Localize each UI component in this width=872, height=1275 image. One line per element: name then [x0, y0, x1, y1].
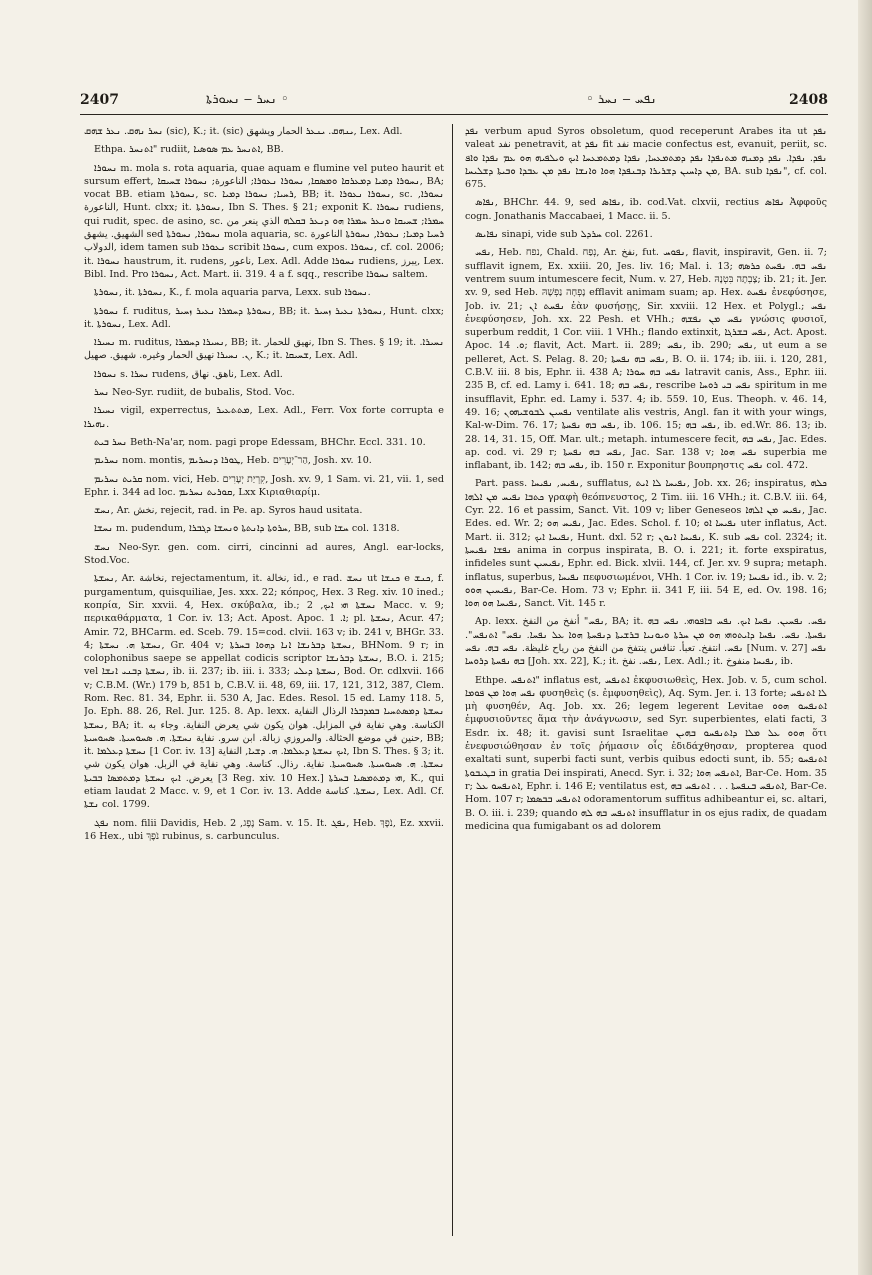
- dictionary-entry: ܢܦܚ, Heb. נפח, Chald. נְפַח, Ar. نفخ, fut. ܢܦܘܚ, flavit, inspiravit, Gen. ii. 7; sufflavit ignem, Ex. xxiii. 20, Jes. liv. 16; Mal. i. 13; ܢܦܚ ܒܗ. ܢܦܚܬ ܟܪܣܗ ventrem suum intumescere fecit, Num. v. 27, Heb. צָבְתָה בִּטְנָהּ; ib. 21; it. Jer. xv. 9, sed Heb. נָפְחָה נַפְשָׁהּ efflavit animam suam; ap. Hex. ܢܦܚܬ ἐνεφύσησε, Job. iv. 21; ܢܦܚܬ ܐܢ ἐὰν φυσήσῃς, Sir. xxviii. 12 Hex. et Polygl.; ܢܦܚ ἐνεφύσησεν, Joh. xx. 22 Pesh. et VHh.; ܢܦܚ ܡܢ ܢܦܫܗ γνώσις φυσιοῖ, superbum reddit, 1 Cor. viii. 1 VHh.; flando extinxit, ܢܦܚ ܒܫܪܓܐ, Act. Apost. Apoc. ܘ. 14; flavit, Act. Mart. ii. 289; ܢܦܚ, ib. 290; ܢܦܚ, ut eum a se pelleret, Act. S. Pelag. 8. 20; ܢܦܚ ܒܗ ܢܦܚܬܐ, B. O. ii. 174; ib. iii. i. 120, 281, C.B.V. iii. 8 bis, Ephr. ii. 438 A; ܢܦܚ ܒܗ ܚܘܪܐ latravit canis, Ass., Ephr. iii. 235 B, cf. ed. Lamy i. 641. 18; ܢܦܚ ܒܗ, rescribe ܢܦܚ ܒܝ ܪܘܚܐ spiritum in me insufflavit, Ephr. ed. Lamy i. 537. 4; ib. 559. 10, Eus. Theoph. v. 46. 14, 49. 16; ܢܦܚܝܢ ܠܒܘܫܝܗܘܢ ventilate alis vestris, Angl. fan it with your wings, Kal-w-Dim. 76. 17; ܢܦܚ ܒܗ ܢܦܚܬܐ, ib. 106. 15; ܢܦܚ ܒܗ, ib. ed.Wr. 86. 13; ib. 28. 14, 31. 15, Off. Mar. ult.; metaph. intumescere fecit, ܢܦܚ ܒܗ, Jac. Edes. ap. cod. vi. 29 r; ܢܦܚ ܒܗ ܢܦܚܬܐ, Jac. Sar. 138 v; ܢܦܚ ܗܘܐ superbia me inflabant, ib. 142; ܢܦܚ ܒܗ, ib. 150 r. Exponitur βουπρηστις ܢܦܚ col. 472.: [465, 247, 827, 472]
- dictionary-entry: ܢܚܪ ܢܗܩ. ܢܥܪ ܫܗܩ (sic), K.; it. (sic) ܝܢܗܩ. ܝܢܥܪ الحمار ويشهق, Lex. Adl.: [84, 126, 403, 137]
- dictionary-entry: ܢܚܘܪܬܐ, it. ܢܚܘܪܬܐ, K., f. mola aquaria parva, Lexx. sub ܢܚܘܪܐ.: [94, 287, 371, 299]
- dictionary-entry: ܢܚܪܝܡ nom. montis, ܛܘܪܐ ܕܢܚܪܝܡ, Heb. הַר־יְעָרִים, Josh. xv. 10.: [94, 455, 372, 467]
- dictionary-entry: ܢܚܘܪܐ s. ܢܚܪܐ rudens, ناهق. نهاق, Lex. Adl.: [94, 368, 283, 380]
- right-column: [465, 125, 827, 1235]
- dictionary-entry: ܢܚܝܪܐ vigil, experrectus, ܡܬܬܥܝܪ, Lex. Adl., Ferr. Vox forte corrupta e ܢܗܝܪܐ.: [84, 405, 444, 430]
- dictionary-entry: Part. pass. ܢܦܝܚ, ܢܦܝܚܐ, sufflatus, ܢܦܝܚܐ ܠܐ ܐܝܬ, Job. xx. 26; inspiratus, ܟܠܗ ܟܬܒܐ ܢܦܝܚ ܡܢ ܐܠܗܐ γραφὴ θεόπνευστος, 2 Tim. iii. 16 VHh.; it. C.B.V. iii. 64, Cyr. 22. 16 et passim, Sanct. Vit. 109 v; liber Geneseos ܢܦܝܚ ܡܢ ܐܠܗܐ, Jac. Edes. ed. Wr. 2; ܢܦܝܚ ܗܘ, Jac. Edes. Schol. f. 10; ܢܦܝܚܐ ܐܘ uter inflatus, Act. Mart. ii. 312; ܢܦܝܚܐ ܐܝܟ, Hunt. dxl. 52 r; ܢܦܝܚܐ ܐܢܘܢ, K. sub ܢܦܚ col. 2324; it. ܢܦܫܐ ܢܦܝܚܬܐ anima in corpus inspirata, B. O. i. 221; it. forte exspiratus, infideles sunt ܢܦܝܚܝܢ, Ephr. ed. Bick. xlvii. 144, cf. Jer. xv. 9 supra; metaph. inflatus, superbus, ܢܦܝܚܐ πεφυσιωμένοι, VHh. 1 Cor. iv. 19; ܢܦܝܚܐ id., ib. v. 2; ܢܦܝܚܝܢ ܗܘܘ, Bar-Ce. Hom. 73 v; Ephr. ii. 341 F, iii. 54 E, ed. Ov. 198. 16; ܢܦܝܚܐ ܗܘ ܗܘܐ, Sanct. Vit. 145 r.: [465, 478, 827, 610]
- page-header: [78, 92, 828, 114]
- page-edge-shadow: [858, 0, 872, 1275]
- dictionary-entry: ܩܪܝܬ ܢܚܪܝܡ nom. vici, Heb. קִרְיַת יְעָרִים, Josh. xv. 9, 1 Sam. vi. 21, vii. 1, sed Ephr. i. 344 ad loc. ܩܘܪܝܬ ܢܚܪܝܡ, Lxx Κιριαθιαρίμ.: [84, 473, 444, 498]
- dictionary-entry: ܢܚܪ Neo-Syr. rudiit, de bubalis, Stod. Voc.: [94, 387, 295, 399]
- running-head-right: ◦ ܢܦܚ ‒ ܢܚܪ: [586, 92, 657, 107]
- left-column: [84, 125, 444, 1235]
- header-rule: [80, 114, 828, 115]
- dictionary-entry: ܢܚܫ, Ar. نخش, rejecit, rad. in Pe. ap. Syros haud usitata.: [94, 505, 363, 517]
- dictionary-entry: ܢܦܐܝܣ sinapi, vide sub ܚܪܕܠ col. 2261.: [475, 229, 653, 241]
- dictionary-entry: ܢܚܫܐ m. pudendum, ܚܪܘܬܐ ܕܐܢܬܬܐ ܘܢܚܫܐ ܕܓܒܪܐ, BB, sub ܚܫܐ col. 1318.: [94, 523, 400, 535]
- dictionary-entry: Ethpe. ܐܬܢܦܚ" inflatus est, ܐܬܢܦܚ ἐκφυσιωθεὶς, Hex. Job. v. 5, cum schol. ܢܦܚ ܗܘܐ ܡܢ ܦܘܡܐ φυσηθεὶς (s. ἐμφυσηθεὶς), Aq. Sym. Jer. i. 13 forte; ܠܐ ܐܬܢܦܚ μὴ φυσηθέν, Aq. Job. xx. 26; legem legerent Levitae ܐܬܢܦܚܘ ܗܘܘ ἐμφυσιοῦντες ἅμα τὴν ἀνάγνωσιν, sed Syr. superbientes, elati facti, 3 Esdr. ix. 48; it. gavisi sunt Israelitae ܗܘܘ ܥܠ ܡܠܐ ܕܐܬܢܦܚܘ ܒܗܝܢ ὅτι ἐνεφυσιώθησαν ἐν τοῖς ῥήμασιν οἷς ἐδιδάχθησαν, propterea quod exaltati sunt, superbi facti sunt, verbis quibus edocti sunt, ib. 55; ܐܬܢܦܚܘ ܒܛܝܒܘܬܐ in gratia Dei inspirati, Anecd. Syr. i. 32; ܐܬܢܦܚ ܗܘܐ, Bar-Ce. Hom. 35 r; ܐܬܢܦܚܘ ܥܠ, Ephr. i. 146 E; ventilatus est, ܐܬܢܦܚ ܒܢܦܚܬܐ . . . ܐܬܢܦܚ ܒܗ, Bar-Ce. Hom. 107 r; ܐܬܢܦܚ ܒܒܣܡܐ odoramentorum suffitus adhibeantur ei, sc. altari, B. O. iii. i. 239; quando ܐܬܢܦܚ ܒܗ ܠܗ insufflatur in os ejus radix, de quadam medicina qua fumigabant os ad dolorem: [465, 674, 827, 832]
- dictionary-entry: ܢܚܘܪܬܐ f. ruditus, ܢܚܘܪܬܐ ܕܚܡܪܐ ܢܥܝܪ ܙܚܝܪ, BB; it. ܢܚܘܪܬܐ ܢܥܝܪ ܙܚܝܪ, Hunt. clxx; it. ܢܚܘܪܬܐ, Lex. Adl.: [84, 305, 444, 330]
- dictionary-entry: ܢܚܘܪܐ m. mola s. rota aquaria, quae aquam e flumine vel puteo haurit et sursum effert, ܢܚܘܪܐ ܕܡܝܐ ܕܡܥܪܩܐ ܘܡܣܩܐ, ܢܚܘܪܐ ܢܥܘܪܐ; الناعورة; ܢܚܘܪܐ ܫܚܝܩܐ, BA; vocat BB. etiam ܢܚܘܪܬܐ, sc. ܪܚܝܐ; ܢܚܘܪܐ ܕܡܝܐ, BB; it. ܢܚܘܪܐ ܢܥܘܪܐ, sc. ܢܚܘܪܐ, الناعورة, Hunt. clxx; it. ܢܚܘܪܬܐ, Ibn S. Thes. § 21; exponit K. ܢܚܘܪܐ rudiens, qui rudit, spec. de asino, sc. ܚܡܪܐ; ܫܚܝܩܐ ܘܢܥܪ ܚܡܪܐ ܗܘ ܕܢܥܪ ܒܩܠܗ الذي ينعر من الشهيق. يشهق sed ܢܚܘܪܐ, ܢܚܘܪܬܐ mola aquaria, sc. ܪܚܝܐ ܕܡܝܐ; ܢܥܘܪܐ, ܢܚܘܪܬܐ الناعورة الدولاب, idem tamen sub ܢܥܘܪܐ scribit ܢܚܘܪܐ, cum expos. ܢܚܘܪܐ, cf. col. 2006; it. ܢܚܘܪܐ haustrum, it. rudens, ناعور, Lex. Adl. Adde ܢܚܘܪܐ rudiens, يبرز, Lex. Bibl. Ind. Pro ܢܚܘܪܐ, Act. Mart. ii. 319. 4 a f. sqq., rescribe ܢܚܘܪܐ saltem.: [84, 162, 444, 280]
- running-head-left: ܢܚܪ ‒ ܢܚܘܪܬܐ ◦: [206, 92, 289, 107]
- page-number-left: 2407: [80, 92, 119, 108]
- dictionary-entry: ܢܦܐܣ, BHChr. 44. 9, sed ܢܦܐܣ, ib. cod.Vat. clxvii, rectius ܢܦܐܣ Ἀφφοῦς cogn. Jonathanis Maccabaei, 1 Macc. ii. 5.: [465, 197, 827, 222]
- dictionary-entry: Ethpa. ܐܬܢܚܪ" rudiit, ܐܬܢܚܪ ܥܡ ܣܘܣܝܐ, BB.: [94, 144, 284, 156]
- page-number-right: 2408: [789, 92, 828, 108]
- dictionary-entry: ܢܚܝܪܐ m. ruditus, ܢܚܝܪܐ ܕܚܡܪܐ, BB; it. نهيق للحمار, Ibn S. Thes. § 19; it. ܢܚܝܪܐ. ܢ. ܢܚܝܪܐ نهيق الحمار وغيره. شهيق. صهيل, K.; it. ܫܚܝܩܐ, Lex. Adl.: [84, 337, 444, 362]
- dictionary-entry: Ap. lexx. ܢܦܚ" أنفخ من النفخ, BA; it. ܢܦܚ. ܢܦܚܝܢ. ܢܦܚܐ ܐܝܟ. ܢܦܚ ܒܐܦܘܗܝ. ܢܦܚ ܒܗ ܢܦܚܬܐ. ܢܦܚ. ܢܦܚܐ ܕܐܝܬܘܗܝ ܗܘ ܡܢ ܚܪܬܐ ܘܝܘܢܝܐ ܒܪܫܝܬܐ ܕܢܦܚܬܐ ܗܘܐ ܥܠ ܢܦܚܐ. ܢܦܚ" ܐܬܢܦܚ". ܢܦܚ. انتفخ. تعبأ. تنافس ينتفخ من النفخ من رياح غليظة. ܢܦܚ ܒܗ. ܢܦܚ [Num. v. 27] ܢܦܚ ܒܗ ܢܦܚܬܐ ܕܪܘܚܐ [Joh. xx. 22], K.; it. ܢܦܚ. نفخ, Lex. Adl.; it. ܢܦܝܚܐ منفوخ, ib.: [465, 616, 827, 668]
- column-divider: [452, 124, 453, 1236]
- dictionary-entry: ܢܦܕ verbum apud Syros obsoletum, quod receperunt Arabes ita ut ܢܦܕ valeat نفد penetravit, at ܢܦܕ fit نفد macie confectus est, evanuit, periit, sc. ܢܦܕ. ܢܦܕܐ. ܢܦܕ ܕܡܢܗ ܡܬܢܦܕܐ ܢܦܕ ܕܡܬܡܥܚܐ, ܢܦܕܐ ܕܡܬܡܥܚܐ ܐܝܟ ܘܝܠܦܝܗ ܗܘ ܥܡ ܢܦܕܐ ܘܐܦ ܡܢ ܕܐܚܝܢ ܕܫܪܝܪܐ ܕܒܢܦܕܐ ܗܘܐ ܘܐܢܫܐ ܢܦܕ ܡܢ ܥܒܕܐ ܘܒܝܬܐ ܕܫܠܝܚܐ, BA. sub ܢܦܕܐ", cf. col. 675.: [465, 126, 827, 191]
- dictionary-entry: ܢܚܪ ܒܝܬ Beth-Na'ar, nom. pagi prope Edessam, BHChr. Eccl. 331. 10.: [94, 436, 426, 448]
- dictionary-entry: ܢܚܫ Neo-Syr. gen. com. cirri, cincinni ad aures, Angl. ear-locks, Stod.Voc.: [84, 541, 444, 567]
- dictionary-entry: ܢܦܓ nom. filii Davidis, Heb. נֶפֶג, 2 Sam. v. 15. It. ܢܦܓ, Heb. נֹפֶךְ, Ez. xxvii. 16 Hex., ubi נֹפֶךְ rubinus, s. carbunculus.: [84, 817, 444, 842]
- dictionary-entry: ܢܚܫܬܐ, Ar. نخاشة, rejectamentum, it. نخالة, id., e rad. ܢܚܫ ut ܟܢܫܐ e ܟܢܫ, f. purgamentum, quisquiliae, Jes. xxx. 22; κόπρος, Hex. 3 Reg. xiv. 10 ined.; κοπρία, Sir. xxvii. 4, Hex. σκύβαλα, ib.; ܢܚܫܬܐ ܗܝ ܐܝܟ, 2 Macc. v. 9; περικαθάρματα, 1 Cor. iv. 13; Act. Apost. Apoc. ܐ. 1; pl. ܢܚܫܬܐ, Acur. 47; Amir. 72, BHCarm. ed. Sceb. 79. 15=cod. clvii. 163 v; ib. 241 v, BHGr. 33. 4; ܢܚܫܬܐ ܗ. ܢܚܫܬܐ, Gr. 404 v; ܢܚܫܬܐ ܕܒܪܢܫܐ ܐܢܐ ܕܗܘܐ ܒܚܪܬܐ, BHNom. 9 r; in colophonibus saepe se appellat codicis scriptor ܢܚܫܬܐ ܕܒܪܢܫܐ, B.O. i. 215; vel ܢܚܫܬܐ ܕܒܢܝ ܐܢܫܐ, ib. ii. 237; ib. iii. i. 333; ܢܚܫܬܐ ܕܝܠܝ, Bod. Or. cdlxvii. 166 v; C.B.M. (Wr.) 179 b, 851 b, C.B.V. ii. 48, 69, iii. 17, 121, 312, 387, Clem. Rom. Rec. 81. 34, Ephr. ii. 530 A, Jac. Edes. Resol. 15 ed. Lamy 118. 5, Jo. Eph. 88. 26, Rel. Jur. 125. 8. Ap. lexx. ܢܚܫܬܐ ܕܡܣܬܚܝܐ ܒܡܕܒܪܐ الرذال النفاية ܢܚܫܬܐ, BA; it. الكناسة. وهي نفاية في المزابل. هوان يكون شي يعرض النفاية. وجاء به حنين في موضع الحثالة. والمروزي زبالة. ابن سرو. نفاية ܢܚܫܬܐ. ܗ. ܣܚܘܚܝܬܐ. ܣܚܘܚܝܬܐ, BB; it. ܢܚܫܬܐ ܕܥܠܡܐ [1 Cor. iv. 13] ܐܝܟ ܢܚܫܬܐ ܕܥܠܡܐ. ܗ. ܕܫܝܐ, النفاية, Ibn S. Thes. § 3; it. ܢܚܫܬܐ. ܗ. ܣܚܘܚܝܬܐ. ܣܚܘܚܝܬܐ. نفاية. رذال. كناسة. وهي نفاية في الزبل. هوان يكون شي يعرض. ܐܝܟ ܢܚܫܬܐ ܕܡܬܡܣܐ ܒܒܝܬܐ [3 Reg. xiv. 10 Hex.] ܗܝ ܕܡܬܡܣܝܐ ܒܚܪܬܐ, K., qui etiam laudat 2 Macc. v. 9, et 1 Cor. iv. 13. Adde ܢܚܫܬܐ. كناسة, Lex. Adl. Cf. ܢܫܬܐ col. 1799.: [84, 573, 444, 811]
